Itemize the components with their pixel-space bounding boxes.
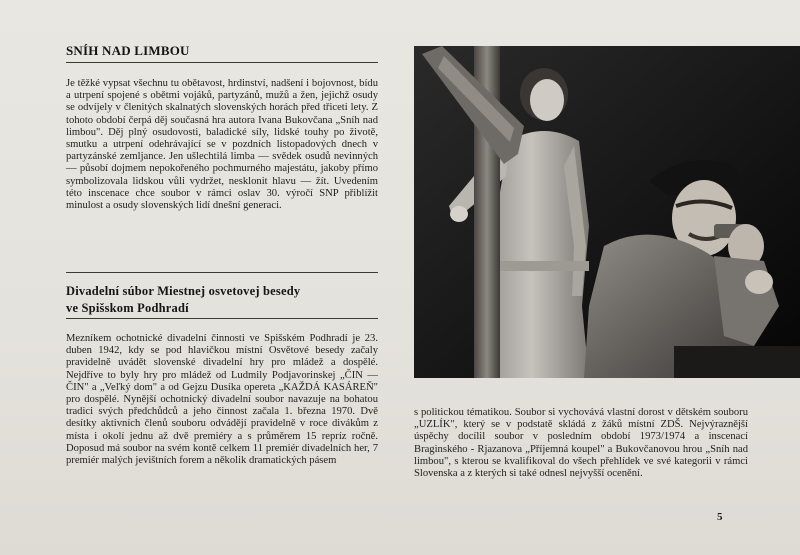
section2-body-right: s politickou tématikou. Soubor si vychovává vlastní dorost v dětském souboru „UZLÍK", který se v podstatě skládá z žáků místní ZDŠ. Nejvýraznější úspěchy docílil soubor v posledním období 1973/1974 a inscenací Braginského - Rjazanova „Příjemná koupel" a Bukovčanovou hrou „Sníh nad limbou", s kterou se kvalifikoval do všech přehlídek ve své kategorii v rámci Slovenska a z kterých si také odnesl nejvyšší ocenění. xyxy=(414,407,748,480)
section-divider xyxy=(66,272,378,273)
section2-heading-line2: ve Spišskom Podhradí xyxy=(66,301,189,315)
stage-photo-illustration xyxy=(414,46,800,378)
page-number: 5 xyxy=(717,511,723,523)
section1-body: Je těžké vypsat všechnu tu obětavost, hrdinství, nadšení i bojovnost, bídu a utrpení spojené s obětmi vojáků, partyzánů, mužů a žen, jejichž osudy se odvíjely v členitých skalnatých slovenských horách před třiceti lety. Z tohoto období čerpá děj současná hra autora Ivana Bukovčana „Sníh nad limbou". Děj plný osudovosti, baladické síly, lidské touhy po životě, smutku a utrpení odehrávající se v pozdních listopadových dnech v partyzánské zemljance. Jen ušlechtilá limba — svědek osudů nevinných — působí dojmem nepokořeného pochmurného majestátu, jakoby přímo symbolizovala lidskou vůli vydržet, nesklonit hlavu — žít. Uvedením této inscenace chce soubor v rámci oslav 30. výročí SNP přiblížit minulost a osudy slovenských lidí dnešní generaci. xyxy=(66,78,378,212)
section2-rule xyxy=(66,318,378,319)
section1-rule xyxy=(66,62,378,63)
stage-photo xyxy=(414,46,800,378)
section2-heading xyxy=(66,283,378,317)
section1-heading: SNÍH NAD LIMBOU xyxy=(66,43,190,58)
section2-body-left: Mezníkem ochotnické divadelní činnosti ve Spišském Podhradí je 23. duben 1942, kdy se pod hlavičkou místní Osvětové besedy začaly pravidelně uvádět slovenské divadelní hry pro mládež a dospělé. Nejdříve to byly hry pro mládež od Ludmily Podjavorinskej „ČIN — ČIN" a „Veľký dom" a od Gejzu Dusíka opereta „KAŽDÁ KASÁREŇ" pro dospělé. Nynější ochotnický divadelní soubor navazuje na bohatou tradici svých předchůdců a jeho činnost začala 1. března 1970. Dvě desítky aktivních členů souboru odvádějí pravidelně v roce divákům z místa i okolí jednu až dvě premiéry a s průměrem 15 repríz ročně. Doposud má soubor na svém kontě celkem 11 premiér divadelních her, 7 premiér malých jevištních forem a několik dramatických pásem xyxy=(66,333,378,467)
section2-heading-line1: Divadelní súbor Miestnej osvetovej besedy xyxy=(66,284,301,298)
